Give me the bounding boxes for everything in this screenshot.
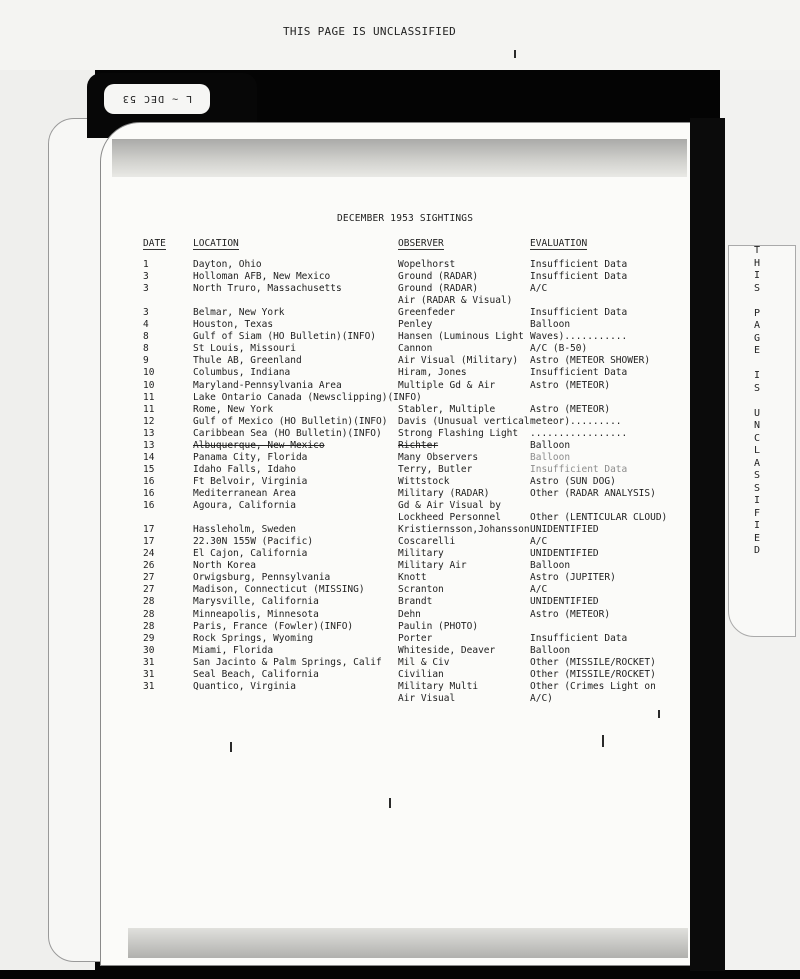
table-cell-location: Agoura, California xyxy=(193,500,296,511)
table-cell-observer: Terry, Butler xyxy=(398,463,473,475)
table-cell-evaluation: Other (RADAR ANALYSIS) xyxy=(530,488,656,499)
binding-strip xyxy=(690,118,725,971)
table-cell-observer: Kristiernsson,Johansson xyxy=(398,524,530,536)
scan-speck xyxy=(389,798,391,808)
table-cell-observer: Mil & Civ xyxy=(398,656,450,668)
table-cell-evaluation: Balloon xyxy=(530,560,571,572)
table-cell-observer: Stabler, Multiple xyxy=(398,403,496,415)
table-cell-evaluation: Astro (METEOR) xyxy=(530,379,611,391)
table-cell-observer: Many Observers xyxy=(398,451,479,463)
table-cell-observer: Hiram, Jones xyxy=(398,367,467,379)
table-cell-evaluation: Astro (SUN DOG) xyxy=(530,475,616,487)
table-cell-location: Columbus, Indiana xyxy=(193,367,291,379)
table-cell-date: 27 xyxy=(143,572,155,584)
table-cell-date: 29 xyxy=(143,632,155,644)
table-cell-date: 4 xyxy=(143,319,149,331)
table-cell-evaluation: A/C xyxy=(530,536,548,548)
table-cell-date: 11 xyxy=(143,391,155,403)
table-cell-observer: Whiteside, Deaver xyxy=(398,644,496,656)
table-cell-observer: Military (RADAR) xyxy=(398,488,490,499)
table-cell-observer: Paulin (PHOTO) xyxy=(398,620,479,632)
table-cell-observer: Ground (RADAR) xyxy=(398,283,479,295)
table-cell-evaluation: A/C (B-50) xyxy=(530,343,588,355)
table-cell-location: North Truro, Massachusetts xyxy=(193,283,342,295)
scan-speck xyxy=(602,735,604,747)
table-cell-observer: Air (RADAR & Visual) xyxy=(398,295,513,307)
table-cell-observer: Military xyxy=(398,548,444,560)
table-cell-evaluation: UNIDENTIFIED xyxy=(530,596,599,608)
table-cell-evaluation: Insufficient Data xyxy=(530,307,628,319)
table-cell-date: 28 xyxy=(143,596,155,608)
table-cell-date: 30 xyxy=(143,644,155,656)
table-cell-date: 13 xyxy=(143,439,155,451)
table-cell-location: Gulf of Mexico (HO Bulletin)(INFO) xyxy=(193,415,388,427)
scan-speck xyxy=(658,710,660,718)
table-cell-evaluation: Insufficient Data xyxy=(530,463,628,475)
table-cell-evaluation: UNIDENTIFIED xyxy=(530,524,599,536)
table-cell-location: Madison, Connecticut (MISSING) xyxy=(193,584,365,596)
table-cell-observer: Wopelhorst xyxy=(398,259,456,270)
table-cell-evaluation: Other (LENTICULAR CLOUD) xyxy=(530,512,668,523)
table-cell-date: 3 xyxy=(143,283,149,295)
table-cell-date: 15 xyxy=(143,463,155,475)
table-cell-evaluation: Balloon xyxy=(530,319,571,331)
folder-tab-label: L ~ DEC 53 xyxy=(104,84,210,114)
table-cell-observer: Greenfeder xyxy=(398,307,456,319)
table-cell-location: North Korea xyxy=(193,560,256,572)
table-cell-location: Houston, Texas xyxy=(193,319,274,331)
table-cell-observer: Hansen (Luminous Light xyxy=(398,331,524,343)
table-cell-location: Holloman AFB, New Mexico xyxy=(193,271,331,283)
table-cell-observer: Penley xyxy=(398,319,433,331)
table-cell-date: 31 xyxy=(143,680,155,692)
table-cell-location: Quantico, Virginia xyxy=(193,680,296,692)
table-cell-evaluation: Insufficient Data xyxy=(530,271,628,283)
table-cell-evaluation: Astro (JUPITER) xyxy=(530,572,616,584)
table-cell-location: Hassleholm, Sweden xyxy=(193,524,296,536)
table-cell-location: Rock Springs, Wyoming xyxy=(193,632,314,644)
table-cell-date: 26 xyxy=(143,560,155,572)
table-cell-evaluation: Waves)........... xyxy=(530,331,628,343)
column-header-location: LOCATION xyxy=(193,238,239,249)
table-cell-evaluation: A/C xyxy=(530,283,548,295)
table-cell-observer: Cannon xyxy=(398,343,433,355)
table-cell-evaluation: Balloon xyxy=(530,644,571,656)
table-cell-observer: Ground (RADAR) xyxy=(398,271,479,283)
table-cell-location: Miami, Florida xyxy=(193,644,274,656)
table-cell-location: Thule AB, Greenland xyxy=(193,355,302,367)
table-cell-date: 17 xyxy=(143,524,155,536)
table-cell-location: Paris, France (Fowler)(INFO) xyxy=(193,620,354,632)
vertical-classification-stamp: T H I S P A G E I S U N C L A S S I F I E D xyxy=(753,245,761,556)
table-cell-date: 14 xyxy=(143,451,155,463)
table-cell-evaluation: Other (MISSILE/ROCKET) xyxy=(530,656,656,668)
table-cell-date: 27 xyxy=(143,584,155,596)
table-cell-observer: Air Visual xyxy=(398,692,456,704)
table-cell-location: Caribbean Sea (HO Bulletin)(INFO) xyxy=(193,427,382,439)
table-cell-date: 17 xyxy=(143,536,155,548)
table-cell-date: 1 xyxy=(143,259,149,270)
table-cell-date: 16 xyxy=(143,475,155,487)
table-cell-evaluation: A/C xyxy=(530,584,548,596)
table-cell-date: 3 xyxy=(143,307,149,319)
table-cell-location: St Louis, Missouri xyxy=(193,343,296,355)
table-cell-observer: Knott xyxy=(398,572,427,584)
table-cell-location: Idaho Falls, Idaho xyxy=(193,463,296,475)
table-cell-date: 31 xyxy=(143,668,155,680)
table-cell-evaluation: Other (MISSILE/ROCKET) xyxy=(530,668,656,680)
table-cell-observer: Air Visual (Military) xyxy=(398,355,519,367)
table-cell-evaluation: meteor)......... xyxy=(530,415,622,427)
scan-speck xyxy=(230,742,232,752)
table-cell-location: Panama City, Florida xyxy=(193,451,308,463)
table-cell-location: Seal Beach, California xyxy=(193,668,319,680)
table-cell-date: 28 xyxy=(143,608,155,620)
table-cell-observer: Gd & Air Visual by xyxy=(398,500,501,511)
table-cell-location: Rome, New York xyxy=(193,403,274,415)
table-cell-date: 10 xyxy=(143,367,155,379)
table-cell-evaluation: UNIDENTIFIED xyxy=(530,548,599,560)
table-cell-evaluation: ................. xyxy=(530,427,628,439)
table-cell-evaluation: Insufficient Data xyxy=(530,632,628,644)
table-cell-evaluation: A/C) xyxy=(530,692,553,704)
table-cell-location: Mediterranean Area xyxy=(193,488,296,499)
column-header-evaluation: EVALUATION xyxy=(530,238,588,249)
table-cell-location: Maryland-Pennsylvania Area xyxy=(193,379,342,391)
table-cell-observer: Wittstock xyxy=(398,475,450,487)
table-cell-observer: Scranton xyxy=(398,584,444,596)
table-cell-observer: Coscarelli xyxy=(398,536,456,548)
table-cell-location: El Cajon, California xyxy=(193,548,308,560)
table-cell-date: 28 xyxy=(143,620,155,632)
table-cell-evaluation: Insufficient Data xyxy=(530,259,628,270)
classification-header: THIS PAGE IS UNCLASSIFIED xyxy=(283,25,457,38)
table-cell-date: 3 xyxy=(143,271,149,283)
table-cell-location: Lake Ontario Canada (Newsclipping)(INFO) xyxy=(193,391,422,403)
table-cell-date: 8 xyxy=(143,343,149,355)
table-cell-date: 8 xyxy=(143,331,149,343)
table-cell-observer: Military Air xyxy=(398,560,467,572)
table-cell-location: Orwigsburg, Pennsylvania xyxy=(193,572,331,584)
document-top-shadow xyxy=(112,139,687,177)
table-cell-observer: Davis (Unusual vertical xyxy=(398,415,530,427)
table-cell-location: Minneapolis, Minnesota xyxy=(193,608,319,620)
table-cell-date: 16 xyxy=(143,500,155,511)
table-cell-observer: Multiple Gd & Air xyxy=(398,379,496,391)
table-cell-date: 12 xyxy=(143,415,155,427)
table-cell-date: 11 xyxy=(143,403,155,415)
table-cell-observer: Porter xyxy=(398,632,433,644)
table-cell-date: 24 xyxy=(143,548,155,560)
document-bottom-shadow xyxy=(128,928,688,958)
table-cell-date: 16 xyxy=(143,488,155,499)
column-header-observer: OBSERVER xyxy=(398,238,444,249)
table-cell-date: 31 xyxy=(143,656,155,668)
table-cell-observer: Lockheed Personnel xyxy=(398,512,501,523)
table-cell-evaluation: Other (Crimes Light on xyxy=(530,680,656,692)
table-cell-observer: Richter xyxy=(398,439,439,451)
table-cell-location: Belmar, New York xyxy=(193,307,285,319)
table-cell-evaluation: Balloon xyxy=(530,439,571,451)
table-cell-location: 22.30N 155W (Pacific) xyxy=(193,536,314,548)
table-cell-location: Dayton, Ohio xyxy=(193,259,262,270)
table-cell-date: 10 xyxy=(143,379,155,391)
table-cell-observer: Dehn xyxy=(398,608,421,620)
table-cell-location: San Jacinto & Palm Springs, Calif xyxy=(193,656,382,668)
table-cell-location: Albuquerque, New Mexico xyxy=(193,439,325,451)
table-cell-evaluation: Balloon xyxy=(530,451,571,463)
table-cell-evaluation: Astro (METEOR) xyxy=(530,403,611,415)
column-header-date: DATE xyxy=(143,238,166,249)
table-cell-observer: Brandt xyxy=(398,596,433,608)
table-cell-observer: Military Multi xyxy=(398,680,479,692)
table-cell-date: 13 xyxy=(143,427,155,439)
table-cell-observer: Civilian xyxy=(398,668,444,680)
table-cell-location: Marysville, California xyxy=(193,596,319,608)
table-cell-location: Gulf of Siam (HO Bulletin)(INFO) xyxy=(193,331,377,343)
table-cell-evaluation: Astro (METEOR) xyxy=(530,608,611,620)
table-cell-evaluation: Astro (METEOR SHOWER) xyxy=(530,355,651,367)
table-cell-date: 9 xyxy=(143,355,149,367)
table-cell-evaluation: Insufficient Data xyxy=(530,367,628,379)
document-title: DECEMBER 1953 SIGHTINGS xyxy=(337,213,474,224)
scan-speck xyxy=(514,50,516,58)
table-cell-location: Ft Belvoir, Virginia xyxy=(193,475,308,487)
table-cell-observer: Strong Flashing Light xyxy=(398,427,519,439)
